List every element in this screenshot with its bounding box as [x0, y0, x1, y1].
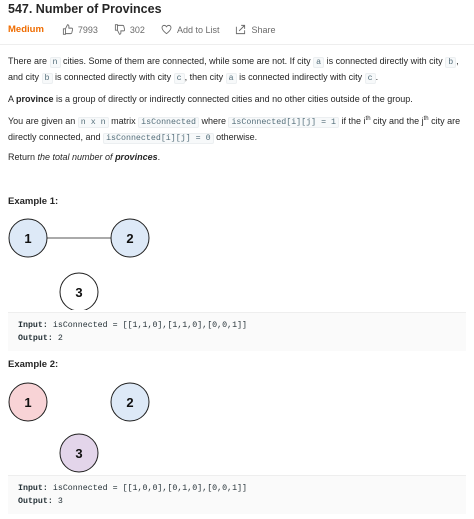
thumbs-down-icon — [114, 24, 125, 35]
description-paragraph-4: Return the total number of provinces. — [8, 152, 161, 162]
example-1-title: Example 1: — [8, 196, 59, 207]
like-count: 7993 — [77, 24, 98, 35]
problem-title: 547. Number of Provinces — [8, 2, 162, 16]
problem-meta-bar — [8, 24, 292, 35]
add-to-list-label: Add to List — [176, 24, 220, 35]
description-paragraph-3: You are given an n x n matrix isConnected where isConnected[i][j] = 1 if the $i^{th}$ city and the $j^{th}$ city are directly connected, and isConnected[i][j] = 0 otherwise. — [8, 116, 461, 143]
example-2-output-line: Output: 3 — [18, 497, 63, 506]
difficulty-badge: Medium — [8, 24, 44, 35]
example-1-input-line: Input: isConnected = [[1,1,0],[1,1,0],[0,0,1]] — [18, 321, 248, 330]
dislike-count: 302 — [129, 24, 145, 35]
example-2-io-block — [8, 475, 466, 514]
like-button[interactable] — [62, 24, 98, 35]
node-2-label: 2 — [126, 231, 134, 246]
example-2-graph — [0, 374, 474, 474]
share-button[interactable] — [235, 24, 275, 35]
node-3-label: 3 — [75, 446, 83, 461]
example-2-title: Example 2: — [8, 359, 59, 370]
description-paragraph-1: There are n cities. Some of them are connected, while some are not. If city a is connected directly with city b , and city b is connected directly with city c , then city a is connected indirectly with city c . — [8, 56, 459, 83]
description-paragraph-2: A province is a group of directly or indirectly connected cities and no other cities outside of the group. — [8, 94, 413, 104]
dislike-button[interactable] — [114, 24, 145, 35]
add-to-list-button[interactable] — [161, 24, 220, 35]
heart-icon — [161, 24, 172, 35]
example-1-output-line: Output: 2 — [18, 334, 63, 343]
node-1-label: 1 — [24, 395, 32, 410]
example-2-input-line: Input: isConnected = [[1,0,0],[0,1,0],[0,0,1]] — [18, 484, 248, 493]
share-label: Share — [251, 24, 276, 35]
header-divider — [0, 44, 474, 45]
thumbs-up-icon — [62, 24, 73, 35]
share-icon — [235, 24, 246, 35]
node-2-label: 2 — [126, 395, 134, 410]
node-1-label: 1 — [24, 231, 32, 246]
example-1-io-block — [8, 312, 466, 351]
example-1-graph — [0, 210, 474, 310]
node-3-label: 3 — [75, 285, 83, 300]
